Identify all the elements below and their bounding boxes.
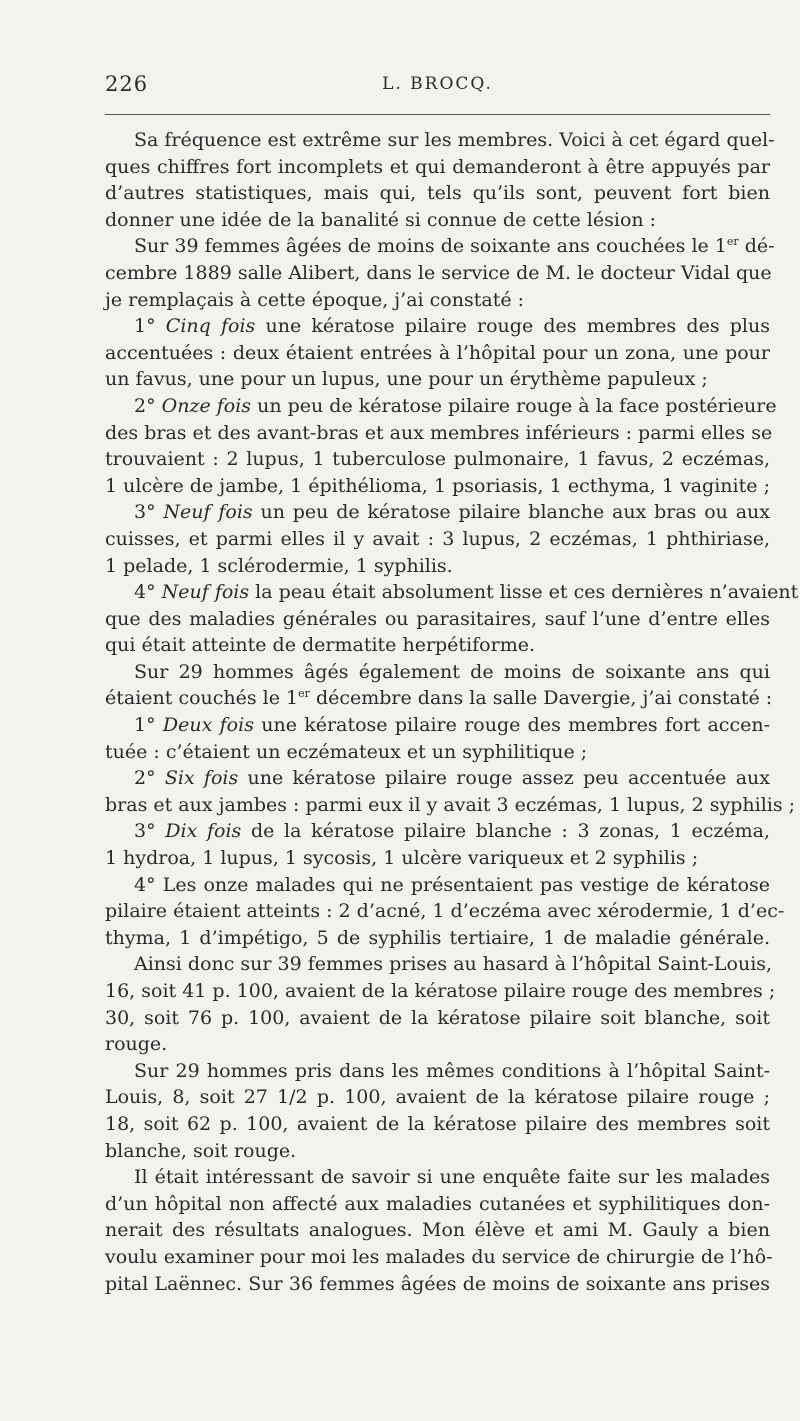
line-text-continued: la peau était absolument lisse et ces dernières n’avaient [249, 581, 799, 604]
body-text [105, 127, 799, 1297]
text-line [105, 340, 770, 367]
line-text: 16, soit 41 p. 100, avaient de la kératose pilaire rouge des membres ; [105, 980, 776, 1002]
italic-text: Onze fois [161, 394, 252, 417]
text-line [105, 579, 799, 606]
text-line [105, 1138, 770, 1165]
text-line [105, 393, 777, 420]
text-line [105, 1005, 770, 1032]
text-line [105, 898, 785, 925]
text-line [105, 313, 770, 340]
line-text: cuisses, et parmi elles il y avait : 3 lupus, 2 eczémas, 1 phthiriase, [105, 527, 770, 550]
line-text: voulu examiner pour moi les malades du service de chirurgie de l’hô- [105, 1245, 773, 1268]
line-text: d’un hôpital non affecté aux maladies cutanées et syphilitiques don- [105, 1192, 770, 1215]
line-text: Il était intéressant de savoir si une enquête faite sur les malades [134, 1166, 770, 1189]
text-line [105, 420, 773, 447]
line-text: 3° [134, 820, 166, 843]
text-line [105, 499, 770, 526]
line-text: un favus, une pour un lupus, une pour un érythème papuleux ; [105, 368, 708, 391]
text-line [105, 925, 770, 952]
text-line [105, 366, 770, 393]
text-line [105, 180, 770, 207]
line-text: qui était atteinte de dermatite herpétiforme. [105, 634, 535, 657]
italic-text: Neuf fois [161, 581, 250, 604]
line-text: 30, soit 76 p. 100, avaient de la kératose pilaire soit blanche, soit [105, 1006, 770, 1029]
text-line [105, 739, 770, 766]
text-line [105, 233, 775, 260]
page-header [105, 72, 770, 102]
text-line [105, 207, 770, 234]
text-line [105, 1244, 773, 1271]
line-text: 1° [134, 714, 163, 737]
text-line [105, 1271, 770, 1298]
line-text: Sur 29 hommes pris dans les mêmes conditions à l’hôpital Saint- [134, 1059, 770, 1082]
line-text: blanche, soit rouge. [105, 1139, 297, 1162]
line-text-continued: dé- [738, 235, 775, 258]
line-text-continued: décembre dans la salle Davergie, j’ai constaté : [309, 687, 773, 710]
line-text: Ainsi donc sur 39 femmes prises au hasard à l’hôpital Saint-Louis, [134, 953, 773, 976]
line-text: Sa fréquence est extrême sur les membres. Voici à cet égard quel- [134, 129, 775, 151]
text-line [105, 473, 770, 500]
line-text-continued: de la kératose pilaire blanche : 3 zonas, 1 eczéma, [241, 820, 770, 843]
line-text: thyma, 1 d’impétigo, 5 de syphilis tertiaire, 1 de maladie générale. [105, 926, 770, 949]
text-line [105, 1031, 770, 1058]
line-text: 1 ulcère de jambe, 1 épithélioma, 1 psoriasis, 1 ecthyma, 1 vaginite ; [105, 474, 770, 497]
superscript: er [726, 235, 739, 249]
text-line [105, 287, 770, 314]
line-text-continued: un peu de kératose pilaire blanche aux bras ou aux [252, 501, 770, 524]
line-text: Sur 29 hommes âgés également de moins de soixante ans qui [134, 660, 770, 683]
line-text: cembre 1889 salle Alibert, dans le service de M. le docteur Vidal que [105, 261, 772, 284]
text-line [105, 127, 775, 154]
line-text: 3° [134, 501, 164, 524]
line-text-continued: un peu de kératose pilaire rouge à la face postérieure [251, 394, 777, 417]
line-text: ques chiffres fort incomplets et qui demanderont à être appuyés par [105, 155, 770, 178]
line-text: pital Laënnec. Sur 36 femmes âgées de moins de soixante ans prises [105, 1272, 770, 1295]
text-line [105, 872, 770, 899]
text-line [105, 978, 776, 1005]
line-text: 1 hydroa, 1 lupus, 1 sycosis, 1 ulcère variqueux et 2 syphilis ; [105, 847, 699, 870]
line-text-continued: une kératose pilaire rouge des membres fort accen- [253, 714, 770, 737]
text-line [105, 154, 770, 181]
text-line [105, 765, 770, 792]
text-line [105, 1111, 770, 1138]
line-text: 2° [134, 394, 162, 417]
line-text-continued: une kératose pilaire rouge des membres des plus [255, 315, 770, 338]
line-text: 1° [134, 315, 166, 338]
line-text: donner une idée de la banalité si connue de cette lésion : [105, 208, 657, 231]
text-line [105, 792, 796, 819]
text-line [105, 260, 770, 287]
line-text: Louis, 8, soit 27 1/2 p. 100, avaient de la kératose pilaire rouge ; [105, 1086, 770, 1109]
text-line [105, 1058, 770, 1085]
text-line [105, 553, 770, 580]
running-head: L. BROCQ. [382, 74, 493, 94]
line-text: nerait des résultats analogues. Mon élève et ami M. Gauly a bien [105, 1219, 770, 1242]
line-text: je remplaçais à cette époque, j’ai constaté : [105, 288, 525, 311]
line-text: Sur 39 femmes âgées de moins de soixante ans couchées le 1 [134, 235, 727, 258]
line-text: que des maladies générales ou parasitaires, sauf l’une d’entre elles [105, 607, 770, 630]
text-line [105, 685, 773, 712]
italic-text: Six fois [164, 767, 239, 790]
text-line [105, 606, 770, 633]
text-line [105, 446, 770, 473]
italic-text: Dix fois [165, 820, 242, 843]
text-line [105, 1217, 770, 1244]
text-line [105, 526, 770, 553]
text-line [105, 818, 770, 845]
text-line [105, 1191, 770, 1218]
header-rule [105, 114, 770, 115]
text-line [105, 951, 773, 978]
text-line [105, 845, 770, 872]
line-text: 2° [134, 767, 165, 790]
text-line [105, 632, 770, 659]
text-line [105, 1084, 770, 1111]
line-text: rouge. [105, 1033, 168, 1056]
line-text: 4° Les onze malades qui ne présentaient pas vestige de kératose [134, 873, 770, 896]
line-text: tuée : c’étaient un eczémateux et un syphilitique ; [105, 740, 588, 763]
line-text: étaient couchés le 1 [105, 687, 299, 710]
line-text: d’autres statistiques, mais qui, tels qu’ils sont, peuvent fort bien [105, 182, 770, 205]
line-text: des bras et des avant-bras et aux membres inférieurs : parmi elles se [105, 421, 773, 444]
superscript: er [298, 687, 310, 701]
text-line [105, 712, 770, 739]
page-number: 226 [105, 72, 149, 96]
line-text: 1 pelade, 1 sclérodermie, 1 syphilis. [105, 554, 453, 577]
line-text: accentuées : deux étaient entrées à l’hôpital pour un zona, une pour [105, 341, 770, 364]
line-text: 4° [134, 581, 162, 604]
line-text: 18, soit 62 p. 100, avaient de la kératose pilaire des membres soit [105, 1112, 770, 1135]
italic-text: Deux fois [162, 714, 254, 737]
italic-text: Cinq fois [165, 315, 256, 338]
text-line [105, 659, 770, 686]
text-line [105, 1164, 770, 1191]
line-text: trouvaient : 2 lupus, 1 tuberculose pulmonaire, 1 favus, 2 eczémas, [105, 448, 770, 471]
line-text: pilaire étaient atteints : 2 d’acné, 1 d’eczéma avec xérodermie, 1 d’ec- [105, 900, 785, 923]
line-text-continued: une kératose pilaire rouge assez peu accentuée aux [238, 767, 770, 790]
italic-text: Neuf fois [163, 501, 253, 524]
line-text: bras et aux jambes : parmi eux il y avait 3 eczémas, 1 lupus, 2 syphilis ; [105, 793, 796, 816]
